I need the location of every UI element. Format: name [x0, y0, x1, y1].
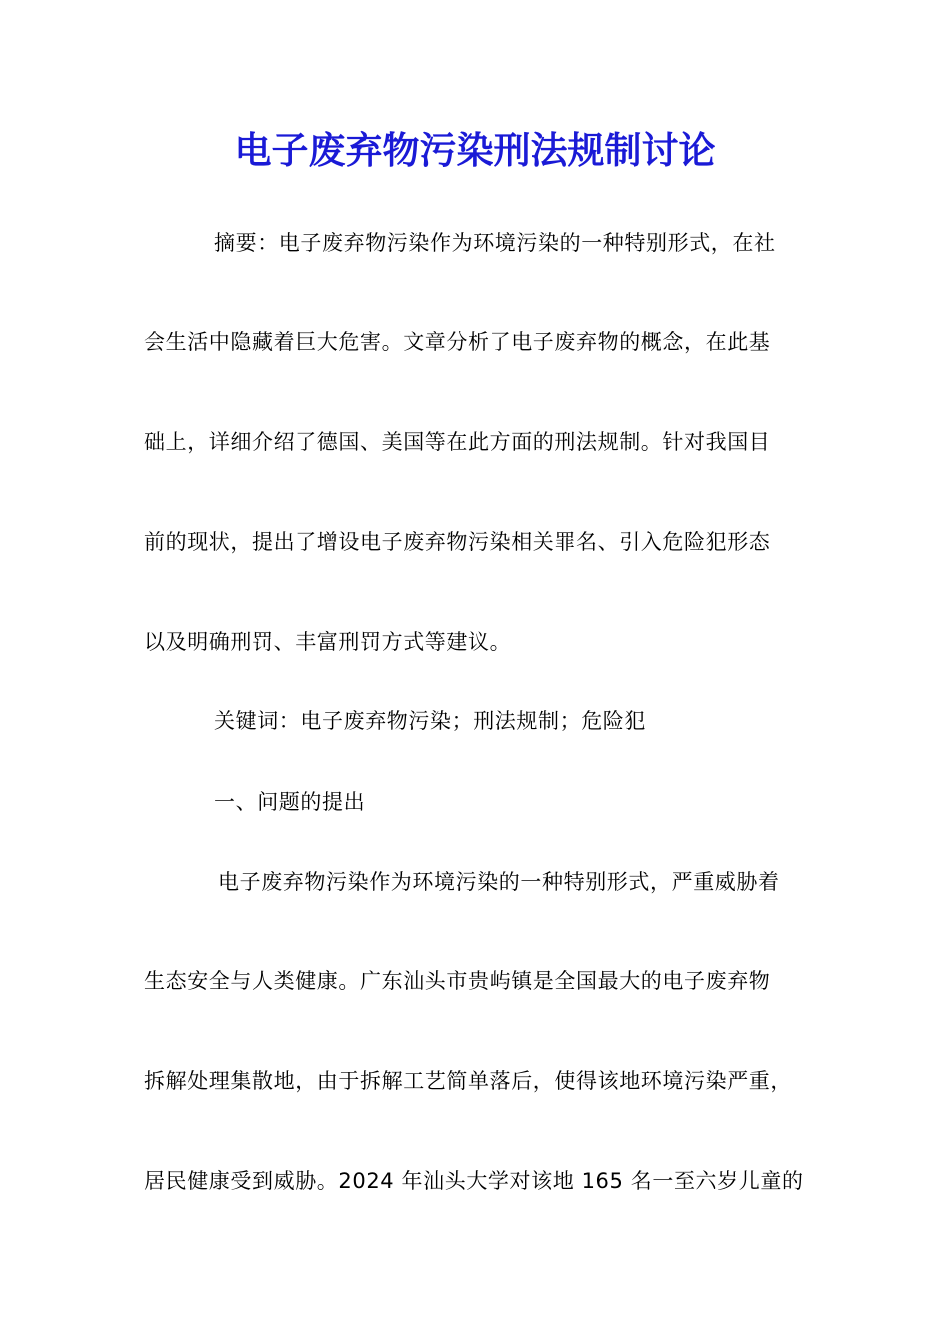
document-title: 电子废弃物污染刑法规制讨论	[234, 128, 716, 172]
body-line-2: 生态安全与人类健康。广东汕头市贵屿镇是全国最大的电子废弃物	[144, 969, 771, 993]
abstract-line-3: 础上，详细介绍了德国、美国等在此方面的刑法规制。针对我国目	[144, 430, 771, 454]
abstract-line-1: 摘要：电子废弃物污染作为环境污染的一种特别形式，在社	[214, 231, 776, 255]
section-heading: 一、问题的提出	[214, 790, 366, 814]
abstract-line-4: 前的现状，提出了增设电子废弃物污染相关罪名、引入危险犯形态	[144, 530, 771, 554]
body-line-4: 居民健康受到威胁。2024 年汕头大学对该地 165 名一至六岁儿童的	[144, 1169, 804, 1193]
abstract-line-5: 以及明确刑罚、丰富刑罚方式等建议。	[144, 630, 512, 654]
body-line-1: 电子废弃物污染作为环境污染的一种特别形式，严重威胁着	[218, 870, 780, 894]
keywords-line: 关键词：电子废弃物污染；刑法规制；危险犯	[214, 709, 646, 733]
abstract-line-2: 会生活中隐藏着巨大危害。文章分析了电子废弃物的概念，在此基	[144, 330, 771, 354]
body-line-3: 拆解处理集散地，由于拆解工艺简单落后，使得该地环境污染严重，	[144, 1069, 792, 1093]
